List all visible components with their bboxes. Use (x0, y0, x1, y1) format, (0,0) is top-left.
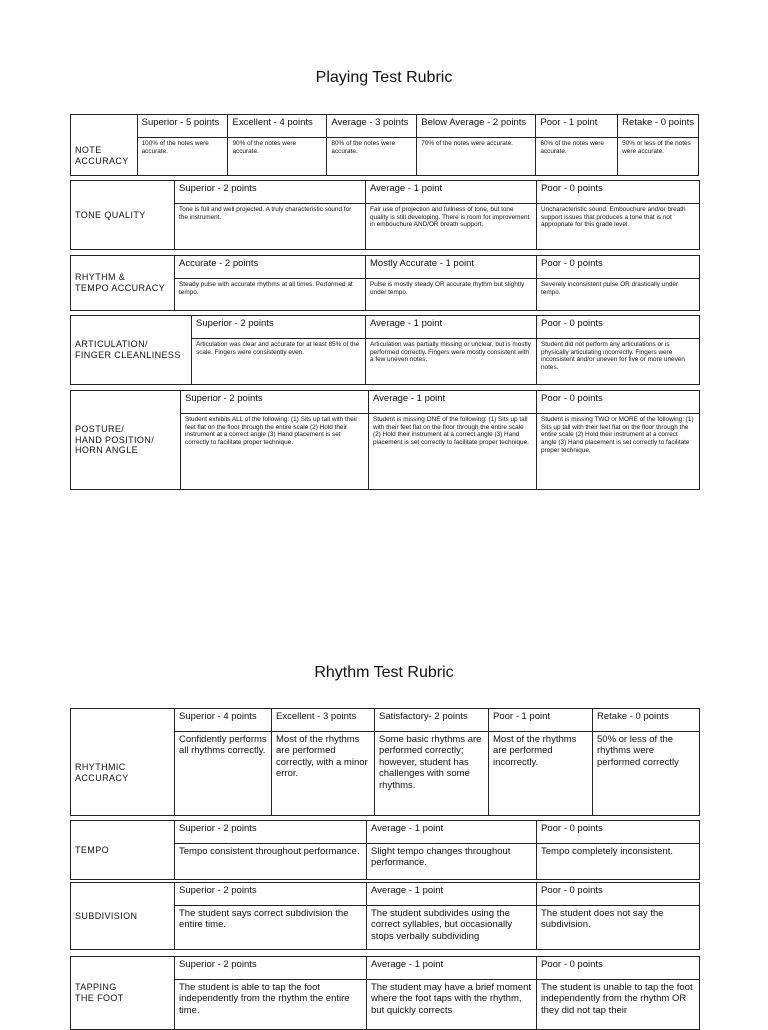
cell-superior: 100% of the notes were accurate. (137, 138, 228, 176)
cell-average: Articulation was partially missing or unclear, but is mostly performed correctly. Fingers were mostly consistent with a few uneven notes. (366, 339, 537, 385)
row-label-rhythmic-accuracy: RHYTHMIC ACCURACY (71, 732, 175, 816)
header-poor: Poor - 0 points (537, 883, 700, 906)
cell-average: Student is missing ONE of the following: (1) Sits up tall with their feet flat on the floor through the entire scale (2) Hold their instrument at a correct angle (3) Hand placement is set correctly to facilitate proper technique. (369, 414, 537, 490)
cell-superior: The student is able to tap the foot independently from the rhythm the entire time. (175, 980, 367, 1030)
cell-poor: Most of the rhythms are performed incorrectly. (489, 732, 593, 816)
header-poor: Poor - 0 points (537, 316, 700, 339)
playing-rubric-title: Playing Test Rubric (315, 69, 453, 86)
header-mostly-accurate: Mostly Accurate - 1 point (366, 256, 537, 279)
header-superior: Superior - 2 points (175, 883, 367, 906)
header-average: Average - 1 point (369, 391, 537, 414)
header-average: Average - 1 point (367, 957, 537, 980)
row-label-tapping: TAPPING THE FOOT (71, 957, 175, 1030)
header-superior: Superior - 2 points (175, 957, 367, 980)
header-superior: Superior - 2 points (175, 181, 366, 204)
row-label-rhythm-tempo: RHYTHM & TEMPO ACCURACY (71, 256, 175, 311)
rhythmic-accuracy-table (70, 708, 700, 816)
row-label-posture: POSTURE/ HAND POSITION/ HORN ANGLE (71, 391, 181, 490)
header-retake: Retake - 0 points (618, 115, 699, 138)
cell-poor: Uncharacteristic sound. Embouchure and/or breath support issues that produces a tone that is not appropriate for this grade level. (537, 204, 700, 250)
row-label-tone-quality: TONE QUALITY (71, 181, 175, 250)
tempo-table (70, 820, 700, 880)
header-below-average: Below Average - 2 points (417, 115, 536, 138)
cell-average: 80% of the notes were accurate. (327, 138, 417, 176)
header-poor: Poor - 0 points (537, 821, 700, 844)
cell-retake: 50% or less of the notes were accurate. (618, 138, 699, 176)
cell-poor: Student is missing TWO or MORE of the following: (1) Sits up tall with their feet flat on the floor through the entire scale (2) Hold their instrument at a correct angle (3) Hand placement is set correctly to facilitate proper technique. (537, 414, 700, 490)
header-average: Average - 1 point (367, 821, 537, 844)
cell-average: Fair use of projection and fullness of tone, but tone quality is still developing. There is room for improvement in embouchure AND/OR breath support. (366, 204, 537, 250)
header-satisfactory: Satisfactory- 2 points (375, 709, 489, 732)
header-average: Average - 1 point (367, 883, 537, 906)
header-superior: Superior - 2 points (181, 391, 369, 414)
header-superior: Superior - 5 points (137, 115, 228, 138)
cell-superior: Tone is full and well projected. A truly characteristic sound for the instrument. (175, 204, 366, 250)
header-average: Average - 3 points (327, 115, 417, 138)
header-poor: Poor - 0 points (537, 391, 700, 414)
cell-poor: The student is unable to tap the foot independently from the rhythm OR they did not tap their (537, 980, 700, 1030)
row-label-subdivision: SUBDIVISION (71, 883, 175, 950)
row-label-tempo: TEMPO (71, 821, 175, 880)
cell-accurate: Steady pulse with accurate rhythms at all times. Performed at tempo. (175, 279, 366, 311)
subdivision-table (70, 882, 700, 950)
row-label-articulation: ARTICULATION/ FINGER CLEANLINESS (71, 316, 192, 385)
cell-satisfactory: Some basic rhythms are performed correctly; however, student has challenges with some rhythms. (375, 732, 489, 816)
header-blank-cell (71, 709, 175, 732)
cell-superior: Confidently performs all rhythms correctly. (175, 732, 272, 816)
header-poor: Poor - 0 points (537, 957, 700, 980)
posture-table (70, 390, 700, 490)
header-poor: Poor - 0 points (537, 181, 700, 204)
header-poor: Poor - 0 points (537, 256, 700, 279)
cell-superior: The student says correct subdivision the entire time. (175, 906, 367, 950)
header-excellent: Excellent - 3 points (272, 709, 375, 732)
rhythm-tempo-table (70, 255, 700, 311)
cell-superior: Student exhibits ALL of the following: (1) Sits up tall with their feet flat on the floor through the entire scale (2) Hold their instrument at a correct angle (3) Hand placement is set correctly to facilitate proper technique. (181, 414, 369, 490)
note-accuracy-table (70, 114, 699, 176)
cell-mostly-accurate: Pulse is mostly steady OR accurate rhythm but slightly under tempo. (366, 279, 537, 311)
cell-poor: Severely inconsistent pulse OR drastically under tempo. (537, 279, 700, 311)
header-excellent: Excellent - 4 points (228, 115, 327, 138)
header-poor: Poor - 1 point (489, 709, 593, 732)
cell-excellent: Most of the rhythms are performed correctly, with a minor error. (272, 732, 375, 816)
cell-poor: Tempo completely inconsistent. (537, 844, 700, 880)
articulation-table (70, 315, 700, 385)
tapping-table (70, 956, 700, 1030)
cell-superior: Articulation was clear and accurate for at least 85% of the scale. Fingers were consistently even. (192, 339, 366, 385)
rhythm-rubric-title: Rhythm Test Rubric (314, 664, 454, 681)
cell-poor: The student does not say the subdivision. (537, 906, 700, 950)
header-retake: Retake - 0 points (593, 709, 700, 732)
header-blank-cell (71, 115, 138, 138)
header-average: Average - 1 point (366, 181, 537, 204)
cell-poor: 60% of the notes were accurate. (536, 138, 618, 176)
cell-poor: Student did not perform any articulations or is physically articulating incorrectly. Fingers were inconsistent and/or uneven for five or more uneven notes. (537, 339, 700, 385)
header-accurate: Accurate - 2 points (175, 256, 366, 279)
header-superior: Superior - 4 points (175, 709, 272, 732)
cell-average: The student subdivides using the correct syllables, but occasionally stops verbally subdividing (367, 906, 537, 950)
row-label-note-accuracy: NOTE ACCURACY (71, 138, 138, 176)
header-superior: Superior - 2 points (192, 316, 366, 339)
tone-quality-table (70, 180, 700, 250)
cell-superior: Tempo consistent throughout performance. (175, 844, 367, 880)
cell-average: The student may have a brief moment where the foot taps with the rhythm, but quickly corrects (367, 980, 537, 1030)
header-average: Average - 1 point (366, 316, 537, 339)
cell-below-average: 70% of the notes were accurate. (417, 138, 536, 176)
header-poor: Poor - 1 point (536, 115, 618, 138)
cell-retake: 50% or less of the rhythms were performed correctly (593, 732, 700, 816)
cell-excellent: 90% of the notes were accurate. (228, 138, 327, 176)
cell-average: Slight tempo changes throughout performance. (367, 844, 537, 880)
header-superior: Superior - 2 points (175, 821, 367, 844)
